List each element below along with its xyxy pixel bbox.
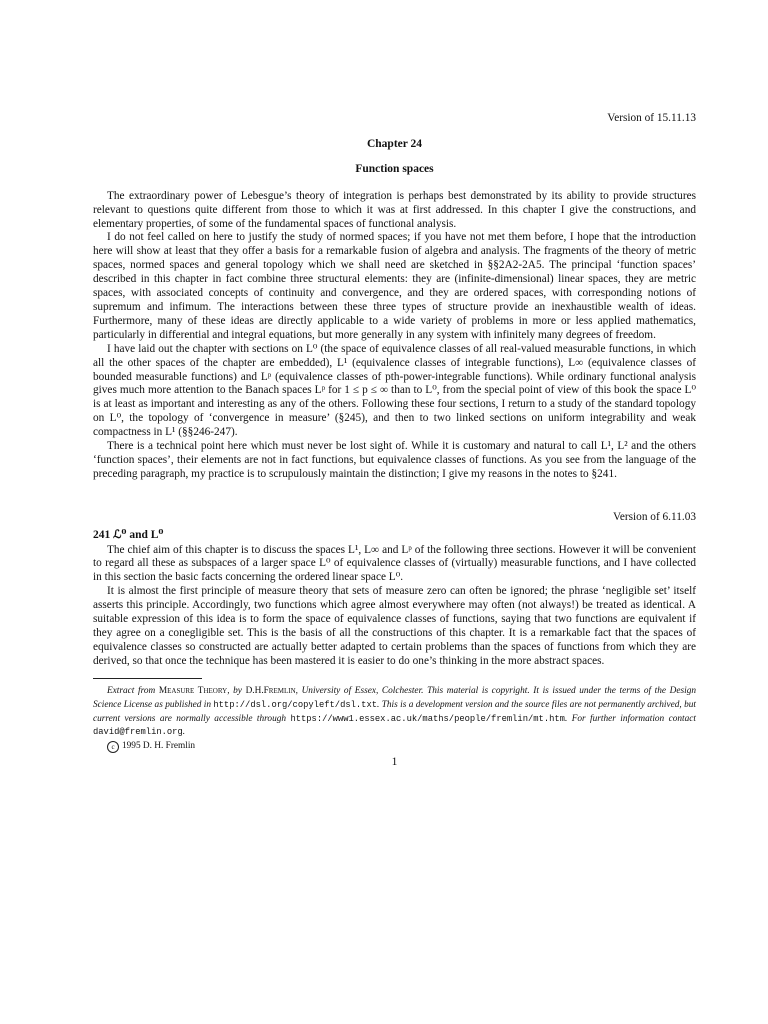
section-heading: 241 ℒ⁰ and L⁰ — [93, 528, 164, 541]
footnote-text: . This is a development version and the source files are not permanently archived, but current versions are normally accessible through — [93, 699, 696, 724]
work-title: Measure Theory — [158, 685, 228, 696]
section-paragraph-1: The chief aim of this chapter is to discuss the spaces L¹, L∞ and Lᵖ of the following three sections. However it will be convenient to regard all these as subspaces of a larger space L⁰ of equivalence classes of (virtually) measurable functions, and I have collected in this section the basic facts concerning the ordered linear space L⁰. — [93, 543, 696, 584]
footnote-rule — [93, 678, 202, 679]
intro-paragraph-2: I do not feel called on here to justify the study of normed spaces; if you have not met them before, I hope that the introduction here will show at least that they offer a basis for a remarkable fusion of algebra and analysis. The fragments of the theory of metric spaces, normed spaces and general topology which we shall need are sketched in §§2A2-2A5. The principal ‘function spaces’ described in this chapter in fact combine three structural elements: they are (infinite-dimensional) linear spaces, they are metric spaces, with associated concepts of continuity and convergence, and they are ordered spaces, with corresponding notions of supremum and infimum. The interactions between these three types of structure provide an inexhaustible wealth of ideas. Furthermore, many of these ideas are directly applicable to a wide variety of problems in more or less applied mathematics, particularly in differential and integral equations, but more generally in any system with infinitely many degrees of freedom. — [93, 231, 696, 341]
chapter-title: Function spaces — [355, 162, 434, 175]
license-link[interactable]: http://dsl.org/copyleft/dsl.txt — [213, 699, 378, 710]
copyright-text: 1995 D. H. Fremlin — [122, 741, 196, 752]
footnote-text: . — [182, 727, 186, 738]
footnote — [93, 685, 696, 741]
intro-paragraph-4: There is a technical point here which must never be lost sight of. While it is customary and natural to call L¹, L² and the others ‘function spaces’, their elements are not in fact functions, but equivalence classes of functions. As you see from the language of the preceding paragraph, my practice is to scrupulously maintain the distinction; I give my reasons in the notes to §241. — [93, 440, 696, 480]
footnote-text: , by — [227, 685, 242, 696]
intro-paragraph-1: The extraordinary power of Lebesgue’s theory of integration is perhaps best demonstrated by its ability to provide structures relevant to questions quite different from those to which it was at first addressed. In this chapter I give the constructions, and elementary properties, of some of the fundamental spaces of functional analysis. — [93, 189, 696, 230]
document-page — [93, 112, 696, 770]
section-version: Version of 6.11.03 — [612, 510, 696, 523]
chapter-version: Version of 15.11.13 — [607, 112, 696, 124]
chapter-number: Chapter 24 — [366, 137, 423, 150]
footnote-text: , University of Essex, Colchester. This material is copyright. It is issued under the terms of the Design Science License as published in — [93, 685, 696, 710]
page-number: 1 — [391, 756, 398, 769]
section-gap — [93, 482, 696, 511]
footnote-text: . For further information contact — [564, 713, 696, 724]
copyright-icon: c — [107, 741, 119, 753]
author-name: D.H.Fremlin — [245, 685, 296, 696]
intro-paragraph-3: I have laid out the chapter with sections on L⁰ (the space of equivalence classes of all real-valued measurable functions, in which all the other spaces of the chapter are embedded), L¹ (equivalence classes of integrable functions), L∞ (equivalence classes of bounded measurable functions) and Lᵖ (equivalence classes of pth-power-integrable functions). While ordinary functional analysis gives much more attention to the Banach spaces Lᵖ for 1 ≤ p ≤ ∞ than to L⁰, from the special point of view of this book the space L⁰ is at least as important and interesting as any of the others. Following these four sections, I return to a study of the standard topology on L⁰, the topology of ‘convergence in measure’ (§245), and then to two linked sections on uniform integrability and weak compactness in L¹ (§§246-247). — [93, 342, 696, 439]
copyright-line — [107, 740, 696, 753]
contact-email[interactable]: david@fremlin.org — [93, 727, 183, 738]
footnote-text: Extract from — [107, 685, 156, 696]
source-link[interactable]: https://www1.essex.ac.uk/maths/people/fremlin/mt.htm — [290, 713, 565, 724]
section-paragraph-2: It is almost the first principle of measure theory that sets of measure zero can often be ignored; the phrase ‘negligible set’ itself asserts this principle. Accordingly, two functions which agree almost everywhere may often (not always!) be treated as identical. A suitable expression of this idea is to form the space of equivalence classes of functions, saying that two functions are equivalent if they agree on a conegligible set. This is the basis of all the constructions of this chapter. It is a remarkable fact that the spaces of equivalence classes so constructed are actually better adapted to certain problems than the spaces of functions from which they are derived, so that once the technique has been mastered it is easier to do one’s thinking in the more abstract spaces. — [93, 585, 696, 667]
